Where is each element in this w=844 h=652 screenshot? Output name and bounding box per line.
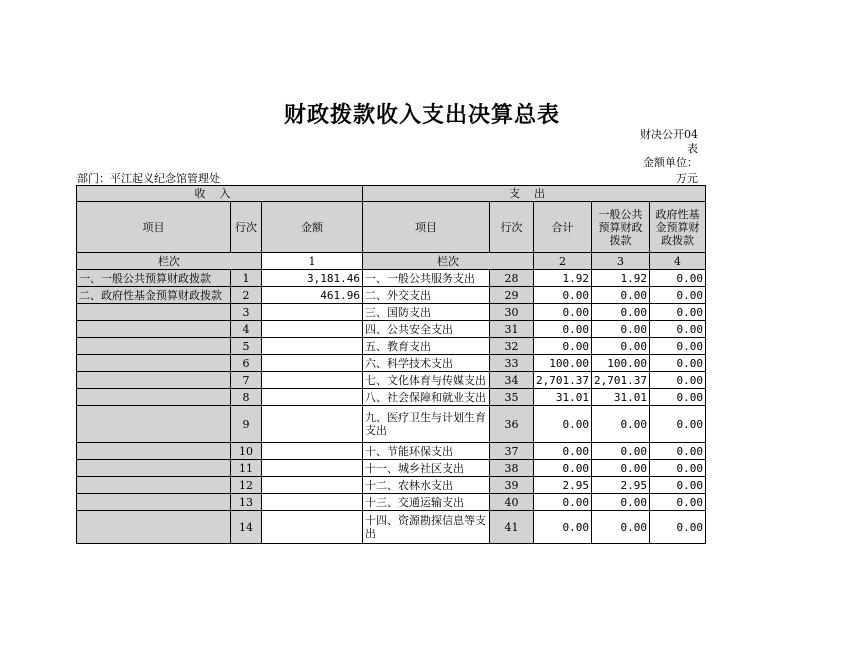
income-amount (262, 338, 363, 355)
expense-item: 六、科学技术支出 (363, 355, 490, 372)
expense-item: 十、节能环保支出 (363, 443, 490, 460)
income-item (77, 389, 231, 406)
table-row (77, 406, 706, 443)
expense-fund: 0.00 (649, 443, 705, 460)
header-fund: 政府性基金预算财政拨款 (649, 202, 705, 253)
section-expense: 支出 (363, 186, 706, 202)
header-item: 项目 (77, 202, 231, 253)
income-amount: 3,181.46 (262, 270, 363, 287)
income-row-no: 2 (231, 287, 262, 304)
expense-row-no: 32 (490, 338, 534, 355)
table-row (77, 477, 706, 494)
income-item (77, 511, 231, 544)
expense-item: 七、文化体育与传媒支出 (363, 372, 490, 389)
expense-item: 二、外交支出 (363, 287, 490, 304)
expense-row-no: 34 (490, 372, 534, 389)
expense-fund: 0.00 (649, 270, 705, 287)
income-item: 二、政府性基金预算财政拨款 (77, 287, 231, 304)
expense-fund: 0.00 (649, 511, 705, 544)
unit-label: 金额单位： (643, 156, 698, 169)
expense-general: 0.00 (591, 321, 649, 338)
table-row (77, 270, 706, 287)
table-row (77, 389, 706, 406)
expense-total: 0.00 (534, 406, 592, 443)
expense-total: 0.00 (534, 321, 592, 338)
table-row (77, 287, 706, 304)
expense-general: 0.00 (591, 460, 649, 477)
unit-value: 万元 (676, 172, 698, 185)
expense-row-no: 40 (490, 494, 534, 511)
expense-general: 100.00 (591, 355, 649, 372)
income-item (77, 372, 231, 389)
table-row (77, 494, 706, 511)
expense-row-no: 31 (490, 321, 534, 338)
budget-table (76, 185, 706, 544)
expense-general: 1.92 (591, 270, 649, 287)
column-header-row (77, 202, 706, 253)
expense-general: 0.00 (591, 338, 649, 355)
expense-item: 九、医疗卫生与计划生育支出 (363, 406, 490, 443)
expense-total: 0.00 (534, 443, 592, 460)
section-income: 收入 (77, 186, 363, 202)
income-amount (262, 460, 363, 477)
income-item (77, 494, 231, 511)
expense-general: 0.00 (591, 443, 649, 460)
income-amount (262, 494, 363, 511)
expense-total: 31.01 (534, 389, 592, 406)
income-item (77, 304, 231, 321)
header-row-no: 行次 (231, 202, 262, 253)
income-row-no: 4 (231, 321, 262, 338)
table-row (77, 338, 706, 355)
income-amount (262, 477, 363, 494)
table-row (77, 372, 706, 389)
expense-fund: 0.00 (649, 321, 705, 338)
expense-general: 31.01 (591, 389, 649, 406)
expense-fund: 0.00 (649, 477, 705, 494)
table-row (77, 511, 706, 544)
table-row (77, 304, 706, 321)
column-index-row (77, 253, 706, 270)
form-code-suffix: 表 (687, 142, 698, 155)
header-total: 合计 (534, 202, 592, 253)
expense-fund: 0.00 (649, 389, 705, 406)
income-item: 一、一般公共预算财政拨款 (77, 270, 231, 287)
table-row (77, 460, 706, 477)
header-exp-item: 项目 (363, 202, 490, 253)
expense-total: 0.00 (534, 511, 592, 544)
expense-fund: 0.00 (649, 287, 705, 304)
index-general: 3 (591, 253, 649, 270)
income-row-no: 12 (231, 477, 262, 494)
income-amount (262, 511, 363, 544)
expense-total: 0.00 (534, 494, 592, 511)
income-amount (262, 355, 363, 372)
index-amount: 1 (262, 253, 363, 270)
expense-item: 八、社会保障和就业支出 (363, 389, 490, 406)
income-amount (262, 304, 363, 321)
expense-general: 0.00 (591, 494, 649, 511)
income-row-no: 8 (231, 389, 262, 406)
expense-row-no: 38 (490, 460, 534, 477)
expense-row-no: 29 (490, 287, 534, 304)
expense-general: 2.95 (591, 477, 649, 494)
expense-total: 0.00 (534, 338, 592, 355)
expense-row-no: 41 (490, 511, 534, 544)
income-amount (262, 406, 363, 443)
expense-fund: 0.00 (649, 304, 705, 321)
expense-item: 五、教育支出 (363, 338, 490, 355)
expense-fund: 0.00 (649, 406, 705, 443)
index-exp-label: 栏次 (363, 253, 534, 270)
income-row-no: 13 (231, 494, 262, 511)
income-item (77, 406, 231, 443)
expense-general: 2,701.37 (591, 372, 649, 389)
expense-row-no: 36 (490, 406, 534, 443)
income-amount (262, 443, 363, 460)
expense-total: 0.00 (534, 304, 592, 321)
expense-item: 三、国防支出 (363, 304, 490, 321)
income-item (77, 477, 231, 494)
income-row-no: 9 (231, 406, 262, 443)
income-amount (262, 321, 363, 338)
income-row-no: 7 (231, 372, 262, 389)
table-row (77, 443, 706, 460)
income-row-no: 6 (231, 355, 262, 372)
expense-general: 0.00 (591, 287, 649, 304)
income-item (77, 443, 231, 460)
income-row-no: 10 (231, 443, 262, 460)
expense-row-no: 39 (490, 477, 534, 494)
income-row-no: 5 (231, 338, 262, 355)
expense-item: 十二、农林水支出 (363, 477, 490, 494)
form-code: 财决公开04 (640, 128, 698, 141)
expense-item: 四、公共安全支出 (363, 321, 490, 338)
header-general: 一般公共预算财政拨款 (591, 202, 649, 253)
income-amount (262, 389, 363, 406)
expense-row-no: 33 (490, 355, 534, 372)
expense-fund: 0.00 (649, 338, 705, 355)
income-row-no: 11 (231, 460, 262, 477)
expense-total: 1.92 (534, 270, 592, 287)
expense-item: 十三、交通运输支出 (363, 494, 490, 511)
expense-fund: 0.00 (649, 372, 705, 389)
income-item (77, 460, 231, 477)
expense-total: 100.00 (534, 355, 592, 372)
index-label: 栏次 (77, 253, 262, 270)
department-label: 部门：平江起义纪念馆管理处 (77, 172, 220, 185)
income-item (77, 338, 231, 355)
expense-item: 一、一般公共服务支出 (363, 270, 490, 287)
expense-total: 2,701.37 (534, 372, 592, 389)
expense-general: 0.00 (591, 304, 649, 321)
expense-row-no: 37 (490, 443, 534, 460)
income-amount (262, 372, 363, 389)
index-fund: 4 (649, 253, 705, 270)
income-row-no: 1 (231, 270, 262, 287)
expense-row-no: 28 (490, 270, 534, 287)
header-exp-row-no: 行次 (490, 202, 534, 253)
expense-fund: 0.00 (649, 460, 705, 477)
income-item (77, 355, 231, 372)
income-amount: 461.96 (262, 287, 363, 304)
expense-fund: 0.00 (649, 494, 705, 511)
expense-item: 十四、资源勘探信息等支出 (363, 511, 490, 544)
income-row-no: 14 (231, 511, 262, 544)
header-amount: 金额 (262, 202, 363, 253)
income-item (77, 321, 231, 338)
expense-row-no: 35 (490, 389, 534, 406)
expense-total: 0.00 (534, 460, 592, 477)
section-header-row (77, 186, 706, 202)
page-title: 财政拨款收入支出决算总表 (283, 102, 560, 128)
table-row (77, 321, 706, 338)
expense-fund: 0.00 (649, 355, 705, 372)
expense-general: 0.00 (591, 511, 649, 544)
table-row (77, 355, 706, 372)
expense-total: 0.00 (534, 287, 592, 304)
expense-total: 2.95 (534, 477, 592, 494)
index-total: 2 (534, 253, 592, 270)
income-row-no: 3 (231, 304, 262, 321)
expense-item: 十一、城乡社区支出 (363, 460, 490, 477)
expense-row-no: 30 (490, 304, 534, 321)
expense-general: 0.00 (591, 406, 649, 443)
